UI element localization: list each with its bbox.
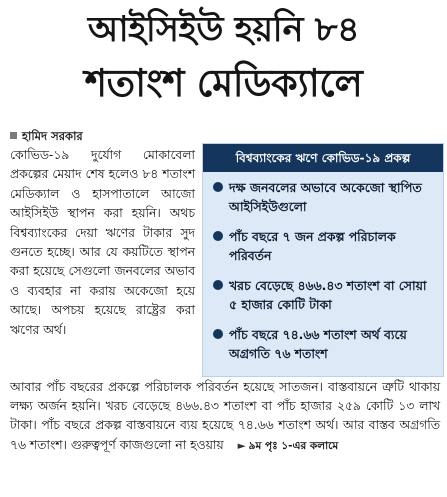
bullet-dot-icon bbox=[213, 231, 223, 241]
bullet-dot-icon bbox=[213, 280, 223, 290]
byline bbox=[10, 128, 83, 144]
article-body-full-width bbox=[10, 378, 440, 456]
highlights-list bbox=[211, 178, 437, 374]
highlight-item: দক্ষ জনবলের অভাবে অকেজো স্থাপিত আইসিইউগুলো bbox=[211, 178, 437, 216]
bullet-dot-icon bbox=[213, 182, 223, 192]
triangle-right-icon: ► bbox=[237, 439, 246, 452]
highlights-box bbox=[202, 143, 444, 377]
bullet-dot-icon bbox=[213, 329, 223, 339]
highlights-box-title: বিশ্বব্যাংকের ঋণে কোভিড-১৯ প্রকল্প bbox=[203, 144, 443, 172]
highlight-item: পাঁচ বছরে ৭৪.৬৬ শতাংশ অর্থ ব্যয়ে অগ্রগতি ৭৬ শতাংশ bbox=[211, 325, 437, 363]
article-body-left-column bbox=[10, 146, 195, 340]
headline-line-2: শতাংশ মেডিক্যালে bbox=[84, 61, 363, 105]
article-paragraph: কোভিড-১৯ দুর্যোগ মোকাবেলা প্রকল্পের মেয়াদ শেষ হলেও ৮৪ শতাংশ মেডিক্যাল ও হাসপাতালে আজো আইসিইউ স্থাপন করা হয়নি। অথচ বিশ্বব্যাংকের দেয়া ঋণের টাকার সুদ গুনতে হচ্ছে। আর যে কয়টিতে স্থাপন করা হয়েছে সেগুলো জনবলের অভাব ও ব্যবহার না করায় অকেজো হয়ে আছে। অপচয় হয়েছে রাষ্ট্রের করা ঋণের অর্থ। bbox=[10, 148, 195, 337]
byline-square-icon bbox=[10, 132, 17, 139]
highlight-item: খরচ বেড়েছে ৪৬৬.৪৩ শতাংশ বা সোয়া ৫ হাজার কোটি টাকা bbox=[211, 276, 437, 314]
byline-author: হামিদ সরকার bbox=[22, 129, 83, 143]
headline-line-1: আইসিইউ হয়নি ৮৪ bbox=[87, 10, 360, 50]
article-paragraph: আবার পাঁচ বছরের প্রকল্পে পরিচালক পরিবর্তন হয়েছে সাতজন। বাস্তবায়নে ত্রুটি থাকায় লক্ষ্য অর্জন হয়নি। খরচ বেড়েছে ৪৬৬.৪৩ শতাংশ বা পাঁচ হাজার ২৫৯ কোটি ১৩ লাখ টাকা। পাঁচ বছরে প্রকল্প বাস্তবায়নে ব্যয় হয়েছে ৭৪.৬৬ শতাংশ অর্থ। আর বাস্তব অগ্রগতি ৭৬ শতাংশ। গুরুত্বপূর্ণ কাজগুলো না হওয়ায় bbox=[10, 380, 440, 452]
continuation-note[interactable]: ► ৯ম পৃঃ ১-এর কলামে bbox=[237, 439, 339, 452]
highlight-item: পাঁচ বছরে ৭ জন প্রকল্প পরিচালক পরিবর্তন bbox=[211, 227, 437, 265]
